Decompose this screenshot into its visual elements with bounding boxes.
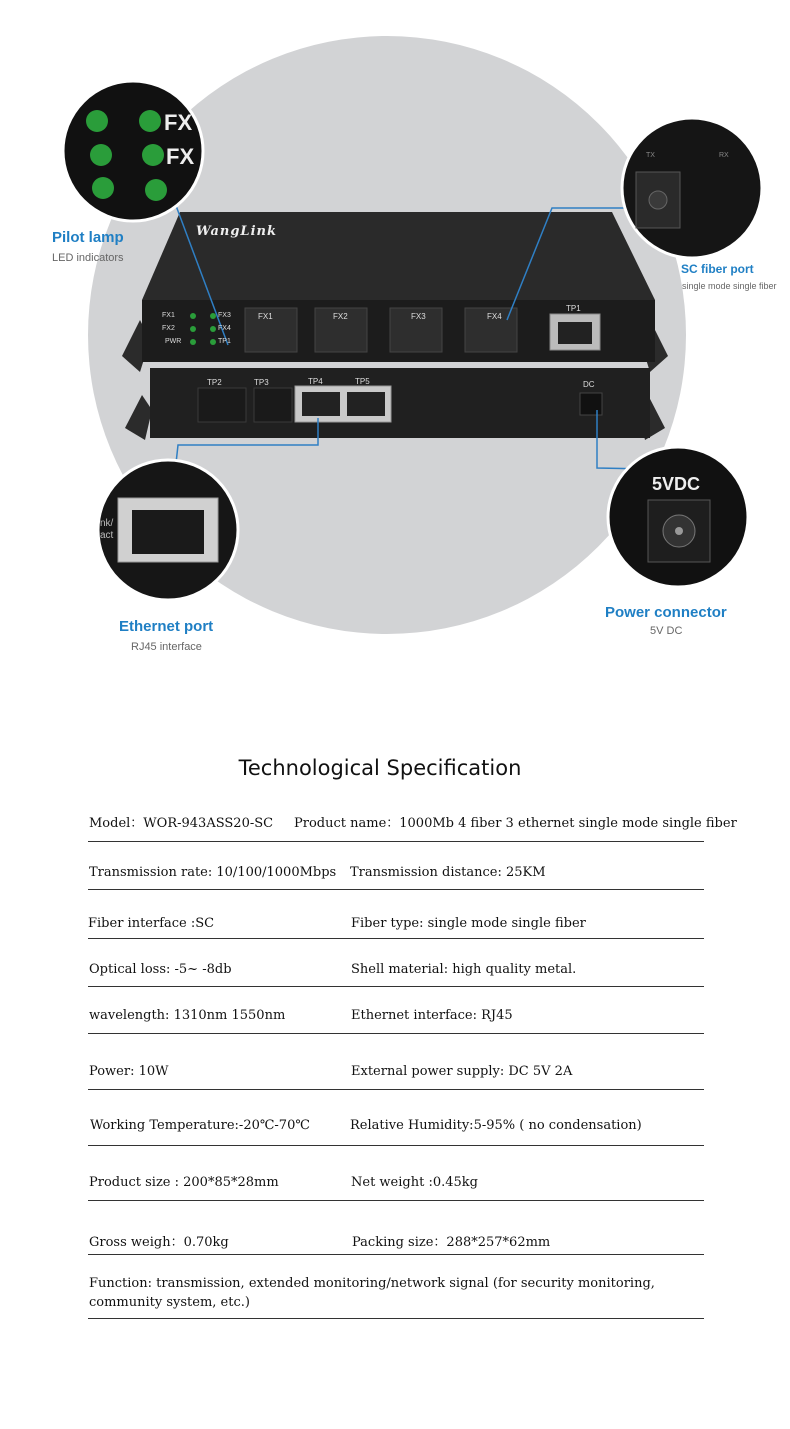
- spec-function: Function: transmission, extended monitoring/network signal (for security monitoring, community system, etc.): [89, 1276, 655, 1310]
- spec-left: Model：WOR-943ASS20-SC: [89, 816, 274, 831]
- spec-row: [88, 798, 737, 842]
- led-label-fx2: FX2: [162, 325, 175, 332]
- power-connector-sub: 5V DC: [650, 625, 683, 637]
- spec-row: [88, 890, 704, 939]
- led-label-fx4: FX4: [218, 325, 231, 332]
- spec-right: Packing size：288*257*62mm: [352, 1235, 551, 1250]
- ethernet-port-title: Ethernet port: [119, 618, 214, 635]
- pilot-zoom-text-2: FX: [166, 144, 195, 169]
- sc-port-sub: single mode single fiber: [682, 281, 777, 291]
- dc-jack: [580, 393, 602, 415]
- spec-title: Technological Specification: [238, 756, 522, 780]
- spec-left: Optical loss: -5~ -8db: [89, 962, 232, 977]
- spec-right: Relative Humidity:5-95% ( no condensation): [350, 1118, 642, 1133]
- spec-left: Product size : 200*85*28mm: [89, 1175, 279, 1190]
- spec-row: [88, 1090, 704, 1146]
- sc-zoom-tx: TX: [646, 152, 655, 159]
- pilot-lamp-sub: LED indicators: [52, 252, 124, 264]
- port-label-tp3: TP3: [254, 378, 269, 387]
- spec-right: Net weight :0.45kg: [351, 1175, 478, 1190]
- spec-row: [88, 1201, 704, 1255]
- led-label-pwr: PWR: [165, 338, 182, 345]
- spec-left: wavelength: 1310nm 1550nm: [89, 1008, 286, 1023]
- port-label-fx2: FX2: [333, 312, 348, 321]
- left-mount-ear-bottom: [125, 395, 152, 440]
- pilot-lamp-title: Pilot lamp: [52, 229, 124, 246]
- ethernet-zoom-text: nk/ act: [100, 518, 114, 541]
- spec-right: Shell material: high quality metal.: [351, 962, 577, 977]
- power-zoom-text: 5VDC: [652, 474, 701, 494]
- spec-right: Fiber type: single mode single fiber: [351, 916, 586, 931]
- spec-left: Gross weigh：0.70kg: [89, 1235, 229, 1250]
- port-label-fx3: FX3: [411, 312, 426, 321]
- spec-right: Transmission distance: 25KM: [350, 865, 546, 880]
- pilot-zoom-text-1: FX: [164, 110, 193, 135]
- spec-row-function: [88, 1255, 704, 1319]
- port-label-tp4: TP4: [308, 377, 323, 386]
- port-label-dc: DC: [583, 380, 595, 389]
- port-label-tp5: TP5: [355, 377, 370, 386]
- spec-right: Product name：1000Mb 4 fiber 3 ethernet single mode single fiber: [294, 816, 737, 831]
- led-label-tp1: TP1: [218, 338, 231, 345]
- spec-left: Power: 10W: [89, 1064, 169, 1079]
- spec-row: [88, 987, 704, 1034]
- spec-right: External power supply: DC 5V 2A: [351, 1064, 573, 1079]
- spec-left: Transmission rate: 10/100/1000Mbps: [89, 865, 337, 880]
- port-label-fx4: FX4: [487, 312, 502, 321]
- port-label-tp1: TP1: [566, 304, 581, 313]
- led-label-fx1: FX1: [162, 312, 175, 319]
- product-hero: [0, 0, 790, 700]
- brand-logo: WangLink: [196, 224, 277, 239]
- ethernet-port-sub: RJ45 interface: [131, 641, 202, 653]
- device-illustration: [0, 0, 790, 700]
- sc-port-title: SC fiber port: [681, 262, 754, 276]
- spec-row: [88, 1034, 704, 1090]
- led-label-fx3: FX3: [218, 312, 231, 319]
- spec-right: Ethernet interface: RJ45: [351, 1008, 513, 1023]
- power-connector-title: Power connector: [605, 604, 727, 621]
- spec-row: [88, 842, 704, 890]
- port-label-tp2: TP2: [207, 378, 222, 387]
- spec-row: [88, 1146, 704, 1201]
- sc-zoom-rx: RX: [719, 152, 729, 159]
- port-label-fx1: FX1: [258, 312, 273, 321]
- spec-left: Working Temperature:-20℃-70℃: [90, 1118, 310, 1133]
- spec-row: [88, 939, 704, 987]
- spec-left: Fiber interface :SC: [88, 916, 215, 931]
